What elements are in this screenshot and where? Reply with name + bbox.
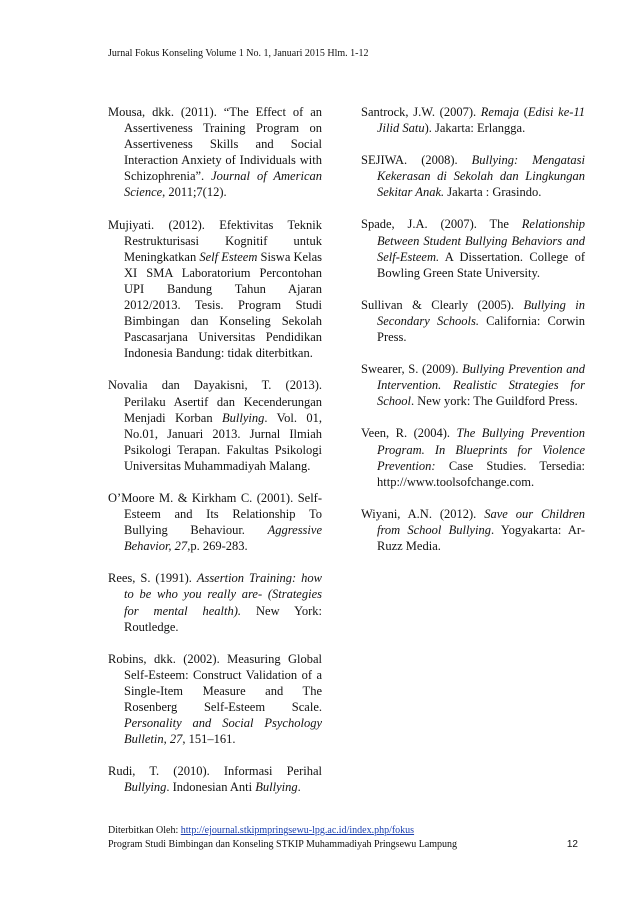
reference-italic-text: The Bullying Prevention Program. In Blueprints for Violence Prevention: bbox=[377, 426, 586, 473]
reference-text: Sullivan & Clearly (2005). bbox=[361, 297, 524, 312]
reference-text: . bbox=[297, 780, 301, 795]
reference-text: Jakarta : Grasindo. bbox=[444, 185, 542, 200]
reference-entry bbox=[361, 152, 585, 200]
reference-italic-text: Remaja bbox=[480, 105, 519, 119]
reference-text: Mujiyati. (2012). Efektivitas Teknik Restrukturisasi Kognitif untuk Meningkatkan bbox=[108, 217, 322, 264]
reference-text: New York: Routledge. bbox=[124, 603, 322, 634]
reference-entry bbox=[361, 425, 585, 489]
running-header: Jurnal Fokus Konseling Volume 1 No. 1, Januari 2015 Hlm. 1-12 bbox=[108, 48, 369, 59]
reference-text: ). Jakarta: Erlangga. bbox=[424, 121, 526, 136]
reference-entry bbox=[361, 506, 585, 554]
reference-text: California: Corwin Press. bbox=[377, 313, 585, 345]
reference-italic-text: Assertion Training: how to be who you really are- (Strategies for mental health). bbox=[124, 571, 323, 618]
reference-text: Robins, dkk. (2002). Measuring Global Self-Esteem: Construct Validation of a Single-Item Measure and The Rosenberg Self-Esteem Scale. bbox=[108, 651, 322, 714]
reference-text: Wiyani, A.N. (2012). bbox=[361, 506, 485, 521]
reference-text: ( bbox=[518, 105, 528, 119]
reference-text: Rudi, T. (2010). Informasi Perihal bbox=[108, 764, 322, 779]
reference-italic-text: Bullying: Mengatasi Kekerasan di Sekolah dan Lingkungan Sekitar Anak. bbox=[377, 153, 585, 200]
journal-url-link[interactable]: http://ejournal.stkipmpringsewu-lpg.ac.id/index.php/fokus bbox=[180, 825, 415, 836]
reference-entry bbox=[108, 104, 322, 201]
reference-text: A Dissertation. College of Bowling Green State University. bbox=[377, 249, 585, 280]
page-footer bbox=[108, 824, 578, 852]
reference-entry bbox=[108, 377, 322, 474]
reference-text: Rees, S. (1991). bbox=[108, 571, 197, 586]
footer-published-label: Diterbitkan Oleh: bbox=[108, 825, 181, 836]
reference-text: Swearer, S. (2009). bbox=[361, 362, 463, 377]
page-number: 12 bbox=[566, 839, 578, 850]
reference-entry bbox=[108, 490, 322, 554]
reference-text: . New york: The Guildford Press. bbox=[411, 394, 578, 409]
footer-institution: Program Studi Bimbingan dan Konseling STKIP Muhammadiyah Pringsewu Lampung bbox=[108, 839, 458, 850]
reference-italic-text: Edisi ke-11 Jilid Satu bbox=[377, 105, 586, 136]
reference-italic-text: Bullying Prevention and Intervention. Realistic Strategies for School bbox=[377, 362, 585, 409]
reference-text: Siswa Kelas XI SMA Laboratorium Percontohan UPI Bandung Tahun Ajaran 2012/2013. Tesis. Program Studi Bimbingan dan Konseling Sekolah Pascasarjana Universitas Pendidikan Indonesia Bandung: tidak diterbitkan. bbox=[124, 249, 322, 361]
reference-text: Veen, R. (2004). bbox=[361, 426, 457, 441]
reference-italic-text: Journal of American Science bbox=[124, 169, 322, 200]
reference-entry bbox=[108, 763, 322, 795]
reference-italic-text: Bullying bbox=[124, 780, 167, 795]
reference-text: ,p. 269-283. bbox=[187, 539, 248, 554]
reference-italic-text: Self Esteem bbox=[199, 249, 258, 264]
reference-text: O’Moore M. & Kirkham C. (2001). Self-Esteem and Its Relationship To Bullying Behaviour. bbox=[108, 490, 322, 538]
reference-entry bbox=[361, 216, 585, 280]
reference-text: . Indonesian Anti bbox=[166, 780, 256, 795]
reference-italic-text: Save our Children from School Bullying bbox=[377, 506, 585, 537]
reference-entry bbox=[361, 297, 585, 345]
reference-text: . Yogyakarta: Ar-Ruzz Media. bbox=[377, 522, 586, 553]
reference-italic-text: Personality and Social Psychology Bulletin, 27 bbox=[124, 716, 322, 747]
reference-text: Santrock, J.W. (2007). bbox=[361, 105, 481, 119]
reference-entry bbox=[361, 104, 585, 136]
reference-entry bbox=[108, 217, 322, 362]
reference-text: . Vol. 01, No.01, Januari 2013. Jurnal Ilmiah Psikologi Terapan. Fakultas Psikologi Universitas Muhammadiyah Malang. bbox=[124, 410, 322, 473]
reference-italic-text: Bullying bbox=[222, 410, 265, 425]
reference-text: Spade, J.A. (2007). The bbox=[361, 217, 522, 232]
reference-entry bbox=[361, 361, 585, 409]
reference-text: Novalia dan Dayakisni, T. (2013). Perilaku Asertif dan Kecenderungan Menjadi Korban bbox=[108, 378, 322, 425]
reference-italic-text: Bullying in Secondary Schools. bbox=[377, 297, 586, 328]
references-right-column bbox=[361, 104, 585, 570]
reference-entry bbox=[108, 651, 322, 748]
reference-entry bbox=[108, 570, 322, 634]
reference-italic-text: Relationship Between Student Bullying Behaviors and Self-Esteem. bbox=[377, 217, 585, 264]
reference-text: , 151–161. bbox=[182, 732, 236, 747]
references-left-column bbox=[108, 104, 322, 811]
reference-italic-text: Bullying bbox=[255, 780, 298, 795]
footer-published-line bbox=[108, 824, 578, 838]
reference-text: SEJIWA. (2008). bbox=[361, 153, 472, 168]
reference-text: Case Studies. Tersedia: http://www.toolsofchange.com. bbox=[377, 458, 585, 489]
reference-italic-text: Aggressive Behavior, 27 bbox=[124, 523, 322, 554]
reference-text: , 2011;7(12). bbox=[162, 185, 227, 200]
reference-text: Mousa, dkk. (2011). “The Effect of an Assertiveness Training Program on Assertiveness Skills and Social Interaction Anxiety of Individuals with Schizophrenia”. bbox=[108, 105, 322, 184]
